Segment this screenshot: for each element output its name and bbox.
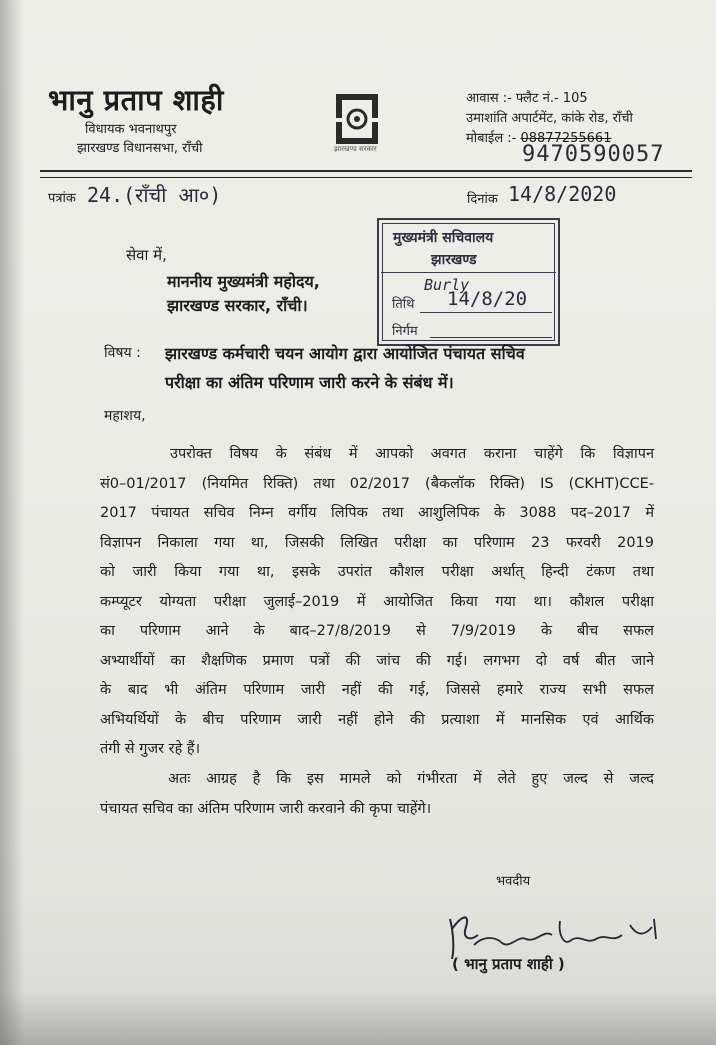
body-line: उपरोक्त विषय के संबंध में आपको अवगत कराना चाहेंगे कि विज्ञापन bbox=[170, 446, 654, 462]
body-line: 2017 पंचायत सचिव निम्न वर्गीय लिपिक तथा आशुलिपिक के 3088 पद–2017 में bbox=[100, 505, 654, 521]
emblem-icon bbox=[326, 88, 388, 152]
mobile-handwritten: 9470590057 bbox=[522, 142, 665, 167]
stamp-office: मुख्यमंत्री सचिवालय bbox=[393, 230, 494, 246]
address-line-2: उमाशांति अपार्टमेंट, कांके रोड, राँची bbox=[466, 111, 633, 126]
body-line: विज्ञापन निकाला गया था, जिसकी लिखित परीक्षा का परिणाम 23 फरवरी 2019 bbox=[100, 534, 654, 551]
recipient-line-2: झारखण्ड सरकार, राँची। bbox=[167, 296, 308, 315]
stamp-dispatch-label: निर्गम bbox=[392, 324, 418, 339]
subject-line-2: परीक्षा का अंतिम परिणाम जारी करने के संबंध में। bbox=[165, 373, 454, 392]
address-line-1: आवास :- फ्लैट नं.- 105 bbox=[466, 91, 588, 106]
reference-number: 24.(राँची आ०) bbox=[87, 183, 222, 207]
body-line: के बाद भी अंतिम परिणाम जारी नहीं की गई, जिससे हमारे राज्य सभी सफल bbox=[100, 682, 654, 698]
subject-label: विषय : bbox=[104, 345, 141, 361]
sender-designation: विधायक भवनाथपुर bbox=[85, 122, 177, 137]
letter-date: 14/8/2020 bbox=[508, 182, 617, 206]
mobile-struck-number: 08877255661 bbox=[520, 131, 612, 146]
stamp-handwritten-date: 14/8/20 bbox=[447, 288, 528, 310]
body-line: कम्प्यूटर योग्यता परीक्षा जुलाई–2019 में आयोजित किया गया था। कौशल परीक्षा bbox=[100, 593, 654, 610]
signature-name: ( भानु प्रताप शाही ) bbox=[452, 955, 565, 973]
stamp-state: झारखण्ड bbox=[431, 252, 477, 268]
page-shadow-left bbox=[0, 0, 24, 1045]
stamp-date-line bbox=[420, 312, 552, 313]
body-line: को जारी किया गया था, इसके उपरांत कौशल परीक्षा अर्थात् हिन्दी टंकण तथा bbox=[100, 564, 654, 580]
body-line: अभियर्थियों के बीच परिणाम जारी नहीं होने की प्रत्याशा में मानसिक एवं आर्थिक bbox=[100, 711, 654, 728]
letterhead-divider bbox=[40, 170, 692, 178]
date-label: दिनांक bbox=[467, 192, 498, 207]
mobile-label: मोबाईल :- bbox=[466, 131, 517, 146]
body-line: सं0–01/2017 (नियमित रिक्ति) तथा 02/2017 (बैकलॉक रिक्ति) IS (CKHT)CCE- bbox=[100, 475, 654, 492]
body-line: अभ्यार्थीयों का शैक्षणिक प्रमाण पत्रों की जांच की गई। लगभग दो वर्ष बीत जाने bbox=[100, 652, 654, 669]
reference-label: पत्रांक bbox=[48, 191, 76, 206]
body-line: पंचायत सचिव का अंतिम परिणाम जारी करवाने की कृपा चाहेंगे। bbox=[100, 800, 432, 817]
stamp-date-label: तिथि bbox=[392, 297, 415, 312]
body-paragraph-1 bbox=[100, 440, 654, 765]
page-shadow-bottom bbox=[0, 990, 716, 1045]
emblem-caption: झारखण्ड सरकार bbox=[334, 145, 377, 153]
greeting: महाशय, bbox=[104, 408, 146, 424]
stamp-handwritten-sign: Burly bbox=[424, 276, 470, 294]
body-line: का परिणाम आने के बाद–27/8/2019 से 7/9/2019 के बीच सफल bbox=[100, 623, 654, 639]
subject-line-1: झारखण्ड कर्मचारी चयन आयोग द्वारा आयोजित पंचायत सचिव bbox=[165, 344, 525, 363]
stamp-dispatch-line bbox=[430, 337, 552, 338]
stamp-divider bbox=[381, 272, 556, 273]
sender-assembly: झारखण्ड विधानसभा, राँची bbox=[77, 141, 203, 156]
body-line: तंगी से गुजर रहे हैं। bbox=[100, 741, 201, 757]
body-line: अतः आग्रह है कि इस मामले को गंभीरता में लेते हुए जल्द से जल्द bbox=[168, 771, 654, 787]
to-salutation: सेवा में, bbox=[126, 246, 167, 264]
closing: भवदीय bbox=[496, 874, 531, 889]
body-paragraph-2 bbox=[100, 765, 654, 824]
recipient-line-1: माननीय मुख्यमंत्री महोदय, bbox=[167, 272, 320, 291]
sender-name: भानु प्रताप शाही bbox=[48, 83, 224, 117]
